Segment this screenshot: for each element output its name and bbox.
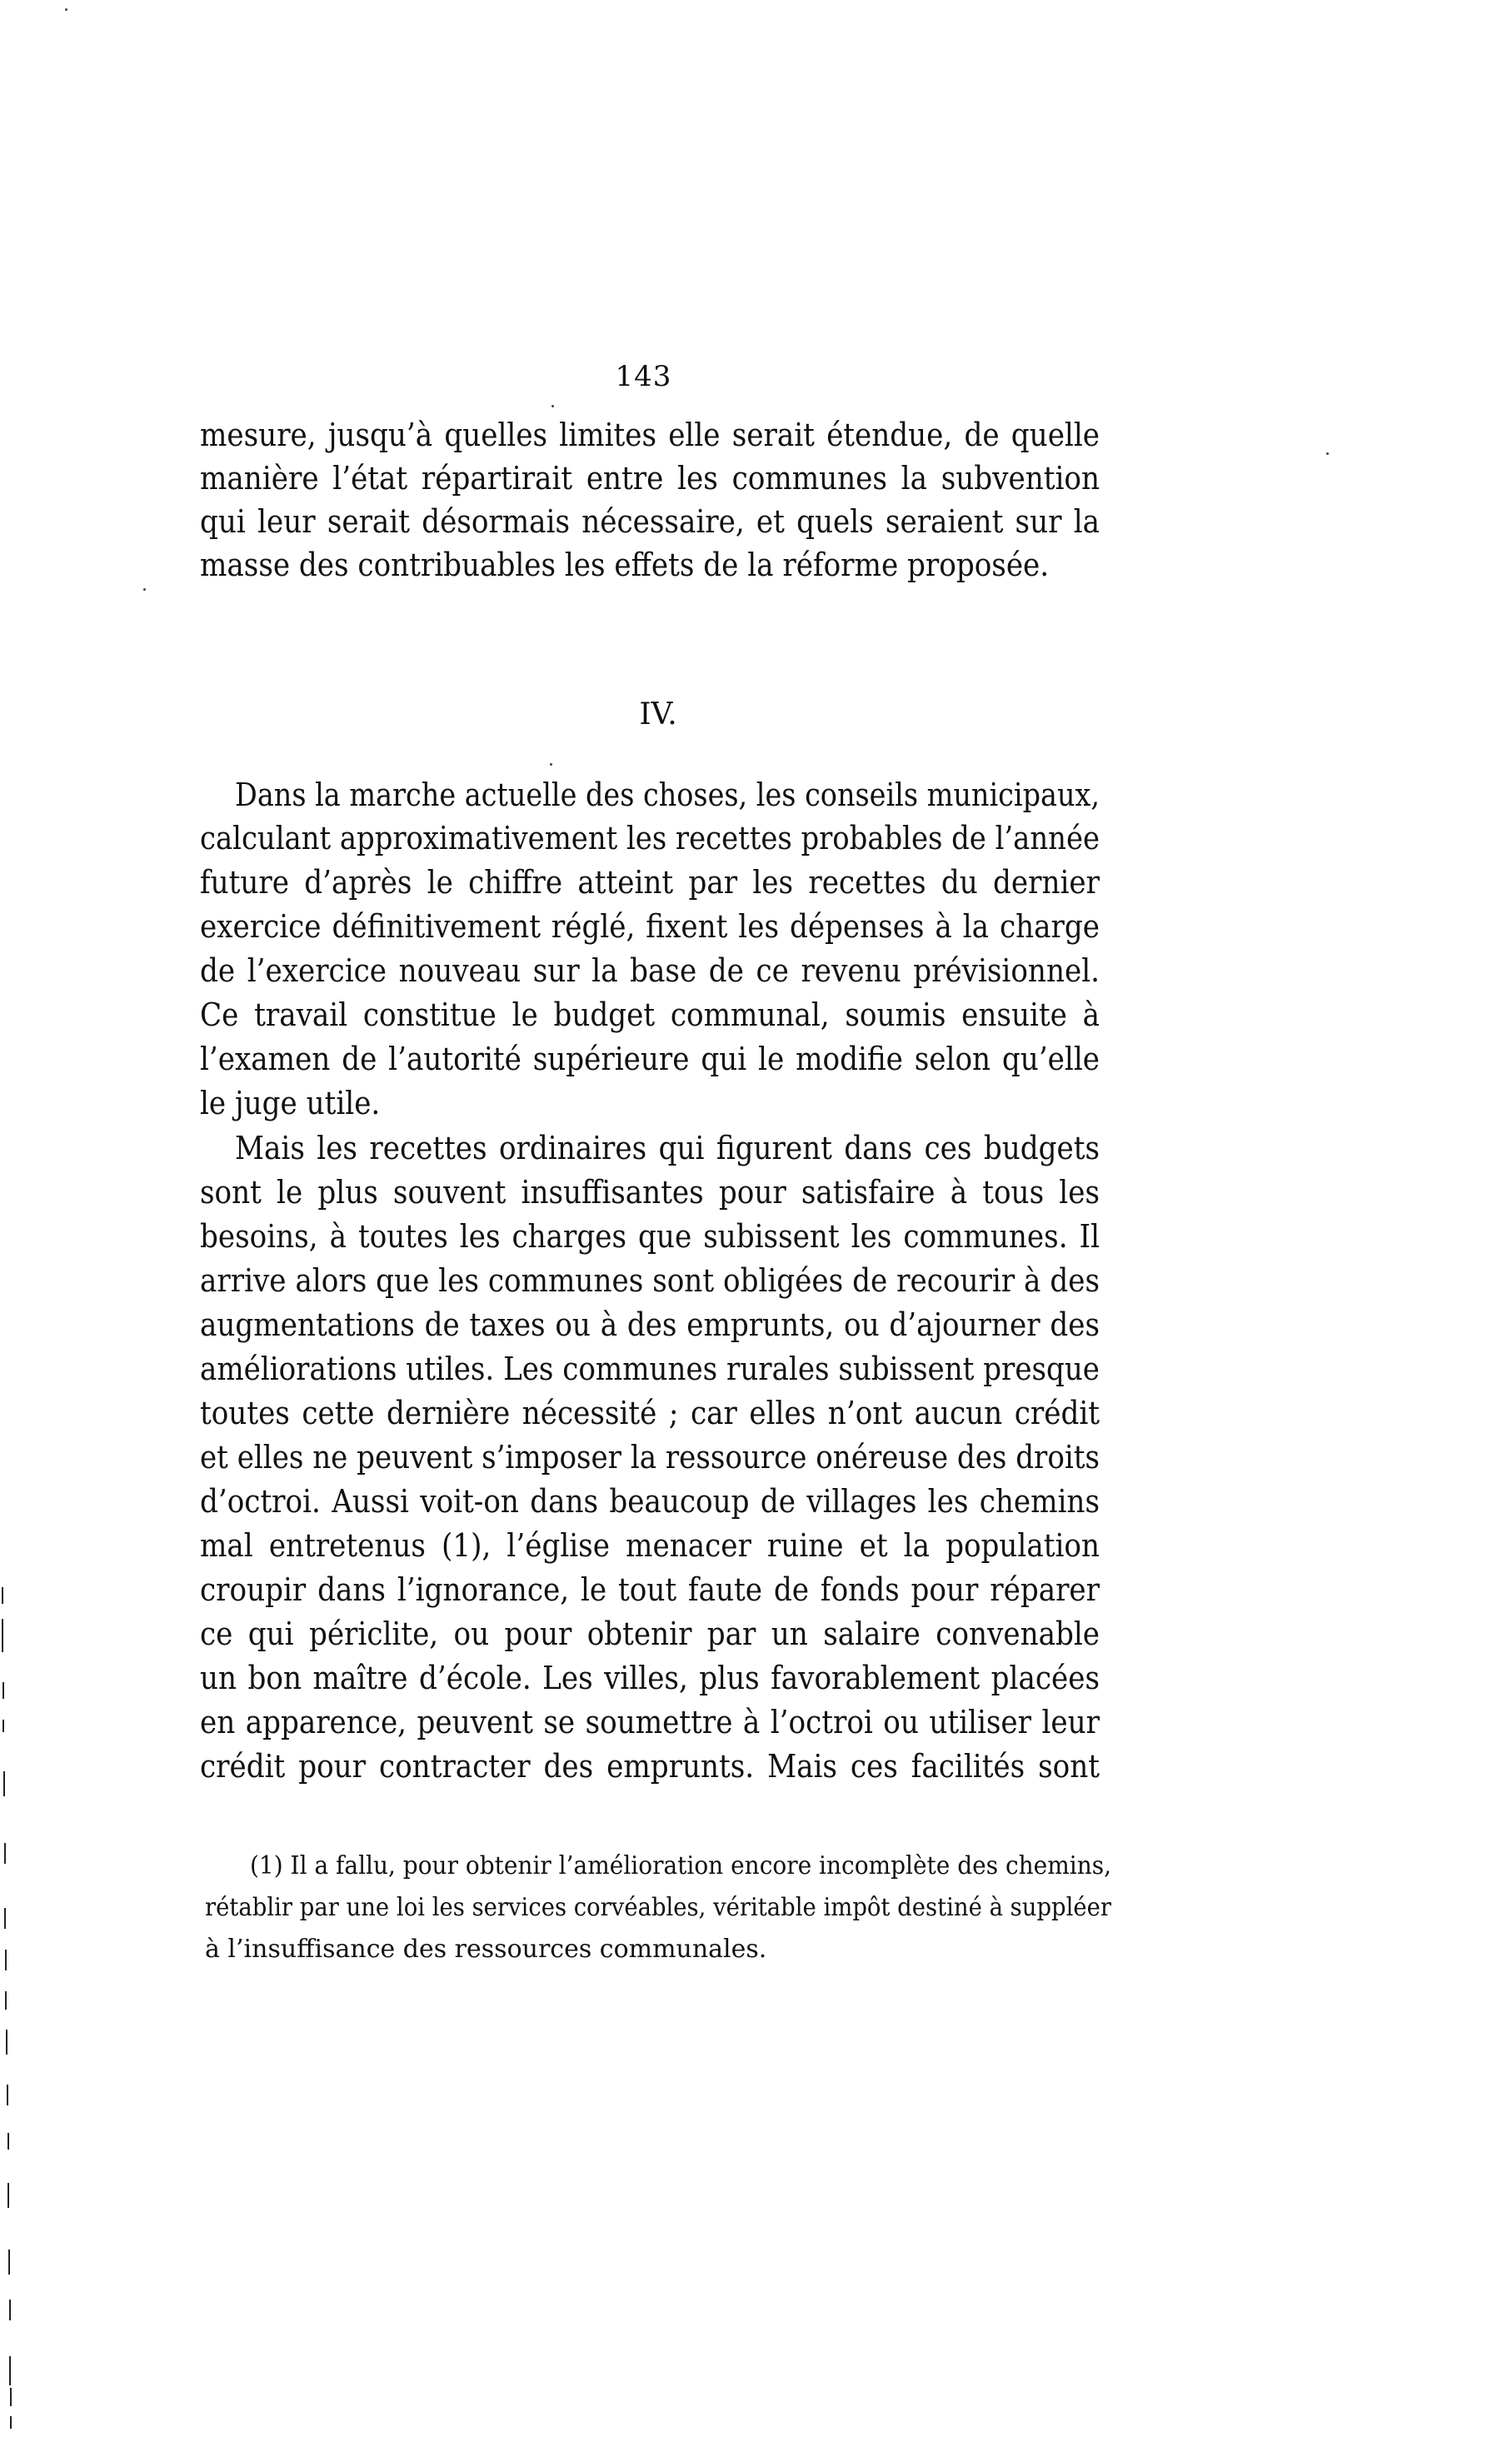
scan-mark: [5, 1950, 7, 1970]
scan-mark: [2, 1619, 3, 1652]
text-line: et elles ne peuvent s’imposer la ressource onéreuse des droits: [200, 1439, 1100, 1476]
scan-mark: [7, 2085, 8, 2105]
scan-dot: [143, 588, 146, 591]
text-line: crédit pour contracter des emprunts. Mais ces facilités sont: [200, 1748, 1100, 1785]
text-line: future d’après le chiffre atteint par les recettes du dernier: [200, 864, 1100, 901]
text-line: mesure, jusqu’à quelles limites elle serait étendue, de quelle: [200, 417, 1100, 453]
scan-mark: [2, 1587, 3, 1604]
scan-mark: [10, 2416, 12, 2429]
text-line: en apparence, peuvent se soumettre à l’octroi ou utiliser leur: [200, 1704, 1100, 1740]
text-line: d’octroi. Aussi voit-on dans beaucoup de villages les chemins: [200, 1483, 1100, 1520]
scan-mark: [4, 1908, 6, 1929]
scan-dot: [550, 763, 552, 766]
scan-mark: [7, 2183, 9, 2208]
scan-mark: [5, 1991, 7, 2010]
text-line: Ce travail constitue le budget communal, soumis ensuite à: [200, 996, 1100, 1033]
scan-mark: [2, 1682, 4, 1699]
text-line: Mais les recettes ordinaires qui figurent dans ces budgets: [235, 1130, 1100, 1166]
text-line: toutes cette dernière nécessité ; car elles n’ont aucun crédit: [200, 1395, 1100, 1431]
text-line: mal entretenus (1), l’église menacer ruine et la population: [200, 1527, 1100, 1564]
page-number: 143: [615, 360, 672, 393]
scan-mark: [6, 2030, 7, 2055]
text-line: croupir dans l’ignorance, le tout faute de fonds pour réparer: [200, 1571, 1100, 1608]
text-line: besoins, à toutes les charges que subissent les communes. Il: [200, 1218, 1100, 1255]
scan-mark: [7, 2133, 9, 2150]
text-line: ce qui périclite, ou pour obtenir par un salaire convenable: [200, 1616, 1100, 1652]
scan-mark: [3, 1771, 5, 1796]
text-line: de l’exercice nouveau sur la base de ce revenu prévisionnel.: [200, 952, 1100, 989]
section-heading: IV.: [639, 697, 677, 732]
scan-dot: [551, 405, 554, 407]
scan-mark: [10, 2388, 12, 2406]
text-line: arrive alors que les communes sont obligées de recourir à des: [200, 1262, 1100, 1299]
text-line: l’examen de l’autorité supérieure qui le modifie selon qu’elle: [200, 1041, 1100, 1077]
text-line: exercice définitivement réglé, fixent les dépenses à la charge: [200, 908, 1100, 945]
text-line: un bon maître d’école. Les villes, plus favorablement placées: [200, 1660, 1100, 1696]
scan-dot: [65, 8, 67, 11]
scan-dot: [1326, 452, 1329, 455]
text-line: manière l’état répartirait entre les communes la subvention: [200, 460, 1100, 497]
scan-mark: [9, 2356, 11, 2385]
footnote-line: rétablir par une loi les services corvéables, véritable impôt destiné à suppléer: [205, 1893, 1111, 1922]
scan-mark: [9, 2300, 11, 2320]
text-line: sont le plus souvent insuffisantes pour satisfaire à tous les: [200, 1174, 1100, 1211]
text-line: améliorations utiles. Les communes rurales subissent presque: [200, 1351, 1100, 1387]
footnote-line: (1) Il a fallu, pour obtenir l’amélioration encore incomplète des chemins,: [250, 1851, 1111, 1880]
text-line: qui leur serait désormais nécessaire, et quels seraient sur la: [200, 503, 1100, 540]
footnote-line: à l’insuffisance des ressources communales.: [205, 1935, 767, 1964]
scan-mark: [2, 1720, 4, 1732]
scan-mark: [8, 2250, 10, 2275]
text-line: Dans la marche actuelle des choses, les conseils municipaux,: [235, 777, 1100, 813]
text-line: calculant approximativement les recettes probables de l’année: [200, 820, 1100, 856]
scan-mark: [4, 1843, 6, 1864]
text-line: le juge utile.: [200, 1085, 381, 1121]
text-line: augmentations de taxes ou à des emprunts, ou d’ajourner des: [200, 1306, 1100, 1343]
text-line: masse des contribuables les effets de la réforme proposée.: [200, 547, 1050, 583]
